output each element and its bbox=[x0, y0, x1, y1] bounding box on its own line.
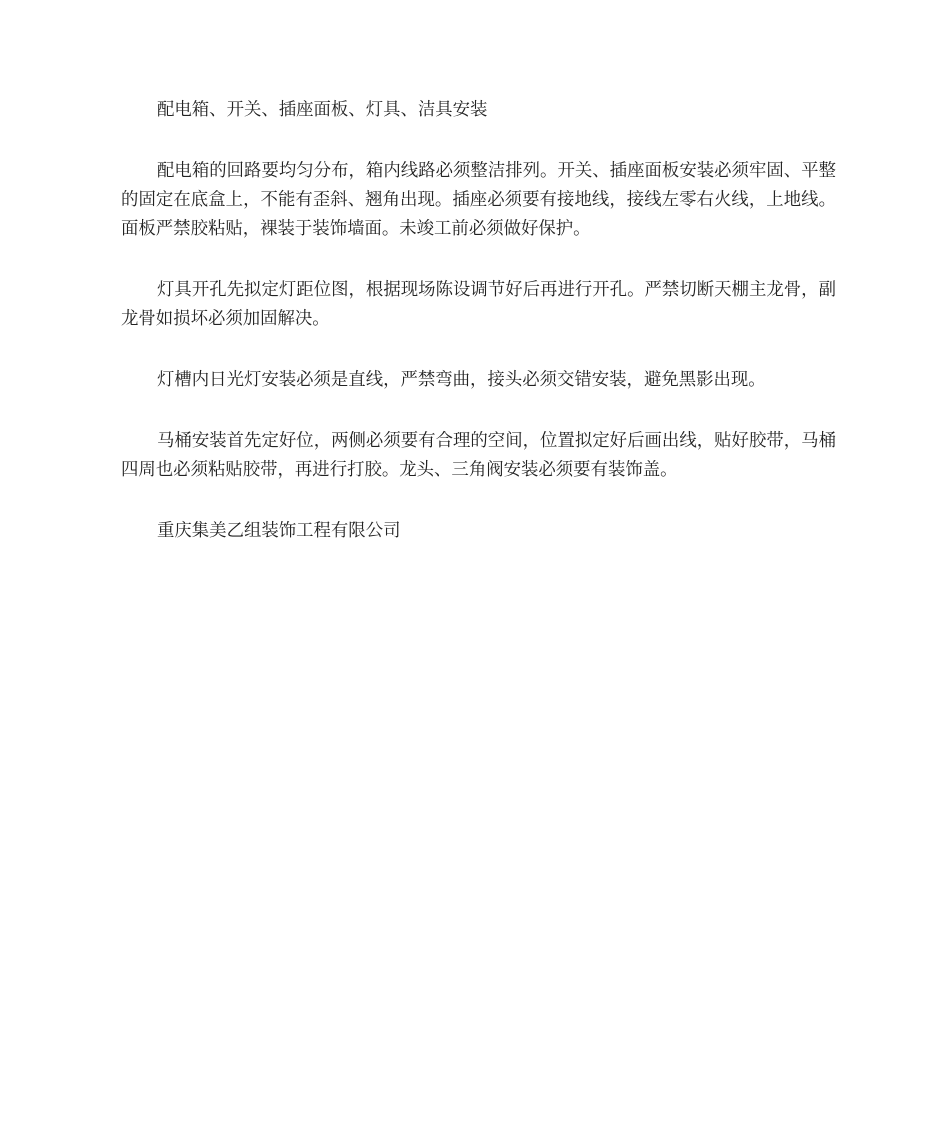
paragraph-toilet-installation: 马桶安装首先定好位，两侧必须要有合理的空间，位置拟定好后画出线，贴好胶带，马桶四周也必须粘贴胶带，再进行打胶。龙头、三角阀安装必须要有装饰盖。 bbox=[121, 431, 836, 480]
document-body bbox=[121, 96, 836, 546]
paragraph-lighting-holes: 灯具开孔先拟定灯距位图，根据现场陈设调节好后再进行开孔。严禁切断天棚主龙骨，副龙骨如损坏必须加固解决。 bbox=[121, 280, 836, 329]
paragraph-fluorescent-lights: 灯槽内日光灯安装必须是直线，严禁弯曲，接头必须交错安装，避免黑影出现。 bbox=[157, 370, 766, 390]
section-heading: 配电箱、开关、插座面板、灯具、洁具安装 bbox=[157, 100, 488, 120]
company-name: 重庆集美乙组装饰工程有限公司 bbox=[157, 521, 401, 541]
paragraph-distribution-box: 配电箱的回路要均匀分布，箱内线路必须整洁排列。开关、插座面板安装必须牢固、平整的固定在底盒上，不能有歪斜、翘角出现。插座必须要有接地线，接线左零右火线，上地线。面板严禁胶粘贴，裸装于装饰墙面。未竣工前必须做好保护。 bbox=[121, 161, 836, 239]
